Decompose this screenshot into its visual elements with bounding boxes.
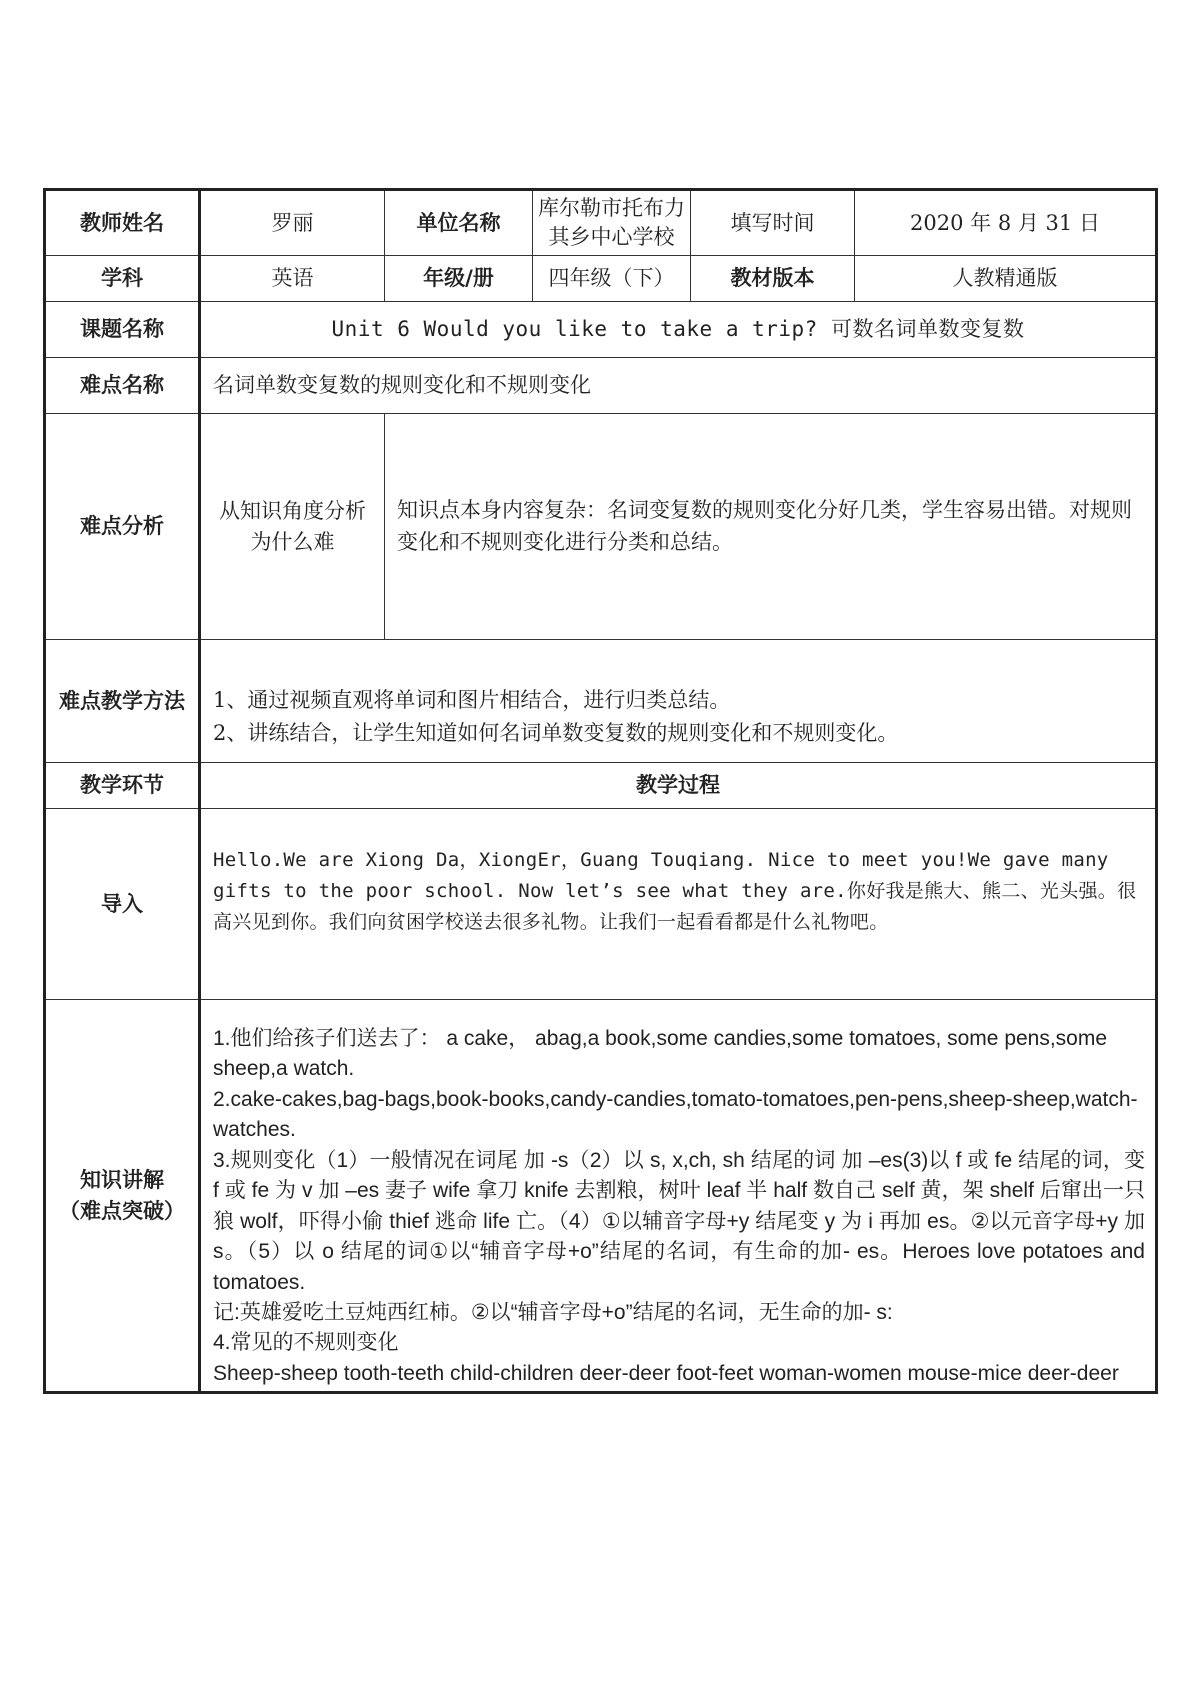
- grade-value: 四年级（下）: [533, 256, 691, 302]
- stage-header: 教学环节: [45, 763, 200, 809]
- lesson-plan-table: [43, 188, 1158, 1394]
- difficulty-value: 名词单数变复数的规则变化和不规则变化: [200, 358, 1157, 414]
- unit-value-line1: 库尔勒市托布力: [538, 195, 685, 220]
- topic-row: [45, 302, 1157, 358]
- date-value: 2020 年 8 月 31 日: [855, 190, 1157, 256]
- unit-label: 单位名称: [385, 190, 533, 256]
- teacher-value: 罗丽: [200, 190, 385, 256]
- knowledge-paragraph-5: 4.常见的不规则变化: [213, 1331, 399, 1355]
- knowledge-paragraph-2: 2.cake-cakes,bag-bags,book-books,candy-candies,tomato-tomatoes,pen-pens,sheep-sheep,watch-watches.: [213, 1087, 1138, 1142]
- knowledge-paragraph-3: 3.规则变化（1）一般情况在词尾 加 -s（2）以 s, x,ch, sh 结尾的词 加 –es(3)以 f 或 fe 结尾的词，变 f 或 fe 为 v 加 –es 妻子 wife 拿刀 knife 去割粮，树叶 leaf 半 half 数自己 self 黄，架 shelf 后窜出一只狼 wolf，吓得小偷 thief 逃命 life 亡。（4）①以辅音字母+y 结尾变 y 为 i 再加 es。②以元音字母+y 加 s。（5）以 o 结尾的词①以“辅音字母+o”结尾的名词，有生命的加- es。Heroes love potatoes and tomatoes.: [213, 1148, 1145, 1294]
- knowledge-paragraph-4: 记:英雄爱吃土豆炖西红柿。②以“辅音字母+o”结尾的名词，无生命的加- s:: [213, 1300, 893, 1324]
- method-line1: 1、通过视频直观将单词和图片相结合，进行归类总结。: [213, 688, 731, 712]
- info-row-2: [45, 256, 1157, 302]
- intro-label: 导入: [45, 809, 200, 1000]
- subject-label: 学科: [45, 256, 200, 302]
- knowledge-label-line2: （难点突破）: [59, 1198, 185, 1223]
- analysis-content: 知识点本身内容复杂：名词变复数的规则变化分好几类，学生容易出错。对规则变化和不规则变化进行分类和总结。: [385, 414, 1157, 640]
- unit-value: [533, 190, 691, 256]
- intro-row: [45, 809, 1157, 1000]
- difficulty-label: 难点名称: [45, 358, 200, 414]
- knowledge-paragraph-6: Sheep-sheep tooth-teeth child-children deer-deer foot-feet woman-women mouse-mice deer-deer: [213, 1361, 1119, 1385]
- topic-label: 课题名称: [45, 302, 200, 358]
- intro-content: Hello.We are Xiong Da，XiongEr，Guang Touqiang. Nice to meet you!We gave many gifts to the poor school. Now let’s see what they are.你好我是熊大、熊二、光头强。很高兴见到你。我们向贫困学校送去很多礼物。让我们一起看看都是什么礼物吧。: [200, 809, 1157, 1000]
- process-header: 教学过程: [200, 763, 1157, 809]
- edition-value: 人教精通版: [855, 256, 1157, 302]
- teacher-label: 教师姓名: [45, 190, 200, 256]
- difficulty-row: [45, 358, 1157, 414]
- analysis-sublabel-line2: 为什么难: [250, 529, 335, 554]
- subject-value: 英语: [200, 256, 385, 302]
- knowledge-paragraph-1: 1.他们给孩子们送去了： a cake， abag,a book,some candies,some tomatoes, some pens,some sheep,a watch.: [213, 1027, 1108, 1081]
- knowledge-label: [45, 1000, 200, 1393]
- analysis-sublabel: [200, 414, 385, 640]
- topic-value: Unit 6 Would you like to take a trip? 可数名词单数变复数: [200, 302, 1157, 358]
- method-content: [200, 640, 1157, 763]
- info-row-1: [45, 190, 1157, 256]
- analysis-sublabel-line1: 从知识角度分析: [219, 499, 366, 524]
- knowledge-content: [200, 1000, 1157, 1393]
- knowledge-row: [45, 1000, 1157, 1393]
- edition-label: 教材版本: [691, 256, 855, 302]
- method-label: 难点教学方法: [45, 640, 200, 763]
- method-line2: 2、讲练结合，让学生知道如何名词单数变复数的规则变化和不规则变化。: [213, 720, 899, 745]
- date-label: 填写时间: [691, 190, 855, 256]
- method-row: [45, 640, 1157, 763]
- process-header-row: [45, 763, 1157, 809]
- knowledge-label-line1: 知识讲解: [80, 1168, 164, 1193]
- analysis-label: 难点分析: [45, 414, 200, 640]
- grade-label: 年级/册: [385, 256, 533, 302]
- analysis-row: [45, 414, 1157, 640]
- unit-value-line2: 其乡中心学校: [548, 225, 675, 249]
